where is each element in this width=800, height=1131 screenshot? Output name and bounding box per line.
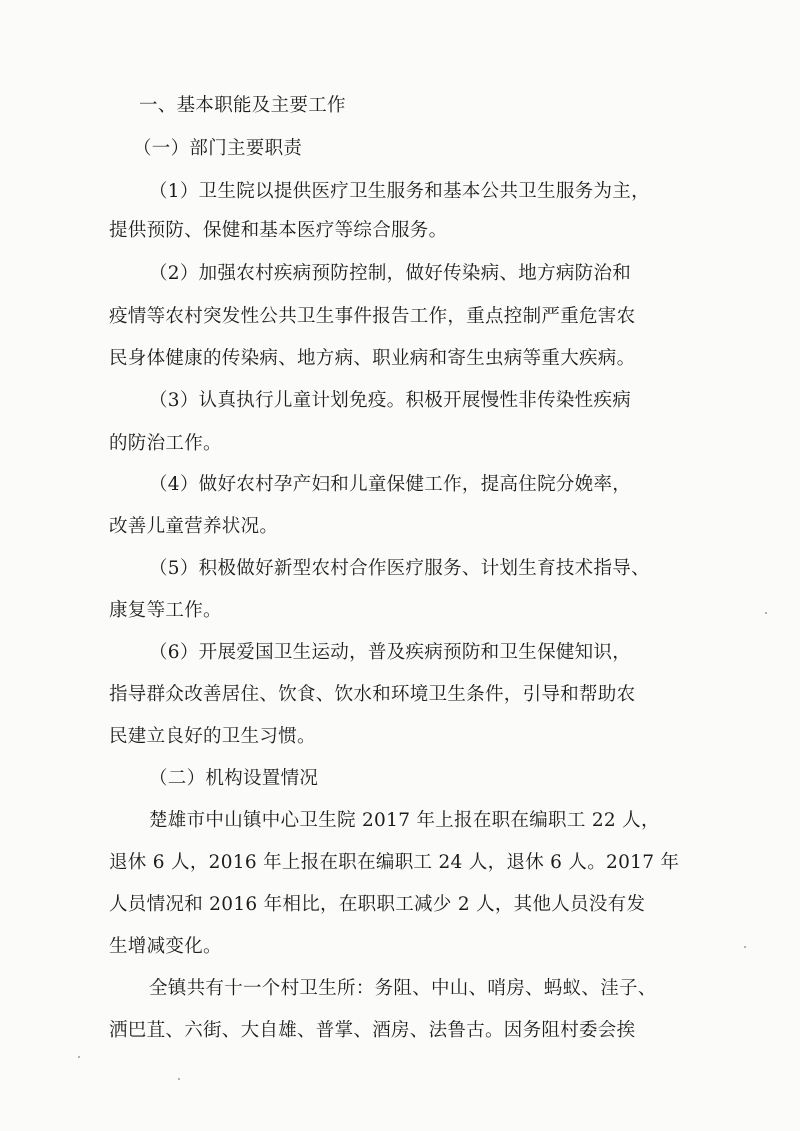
paragraph-line: 民身体健康的传染病、地方病、职业病和寄生虫病等重大疾病。 [109,348,636,369]
paragraph-line: 楚雄市中山镇中心卫生院 2017 年上报在职在编职工 22 人， [149,810,660,831]
paragraph-line: 退休 6 人，2016 年上报在职在编职工 24 人，退休 6 人。2017 年 [109,852,680,873]
paragraph-line: （6）开展爱国卫生运动，普及疾病预防和卫生保健知识， [149,642,632,663]
heading-organization-setup: （二）机构设置情况 [149,768,319,789]
paragraph-line: 提供预防、保健和基本医疗等综合服务。 [109,220,448,241]
paragraph-line: 全镇共有十一个村卫生所：务阻、中山、哨房、蚂蚁、洼子、 [149,978,657,999]
paragraph-line: （5）积极做好新型农村合作医疗服务、计划生育技术指导、 [149,558,650,579]
paragraph-line: （1）卫生院以提供医疗卫生服务和基本公共卫生服务为主， [149,181,650,202]
paragraph-line: （4）做好农村孕产妇和儿童保健工作，提高住院分娩率， [149,474,632,495]
paragraph-line: 改善儿童营养状况。 [109,516,279,537]
paragraph-line: 洒巴苴、六街、大自雄、普掌、酒房、法鲁古。因务阻村委会挨 [109,1020,636,1041]
heading-basic-functions: 一、基本职能及主要工作 [139,95,346,116]
paragraph-line: （3）认真执行儿童计划免疫。积极开展慢性非传染性疾病 [149,390,632,411]
paragraph-line: 的防治工作。 [109,433,222,454]
paragraph-line: 生增减变化。 [109,936,222,957]
paragraph-line: 民建立良好的卫生习惯。 [109,726,316,747]
paragraph-line: 人员情况和 2016 年相比，在职职工减少 2 人，其他人员没有发 [109,894,646,915]
paragraph-line: 指导群众改善居住、饮食、饮水和环境卫生条件，引导和帮助农 [109,684,636,705]
heading-department-duties: （一）部门主要职责 [133,138,303,159]
paragraph-line: 疫情等农村突发性公共卫生事件报告工作，重点控制严重危害农 [109,306,636,327]
paragraph-line: 康复等工作。 [109,600,222,621]
paragraph-line: （2）加强农村疾病预防控制，做好传染病、地方病防治和 [149,263,632,284]
